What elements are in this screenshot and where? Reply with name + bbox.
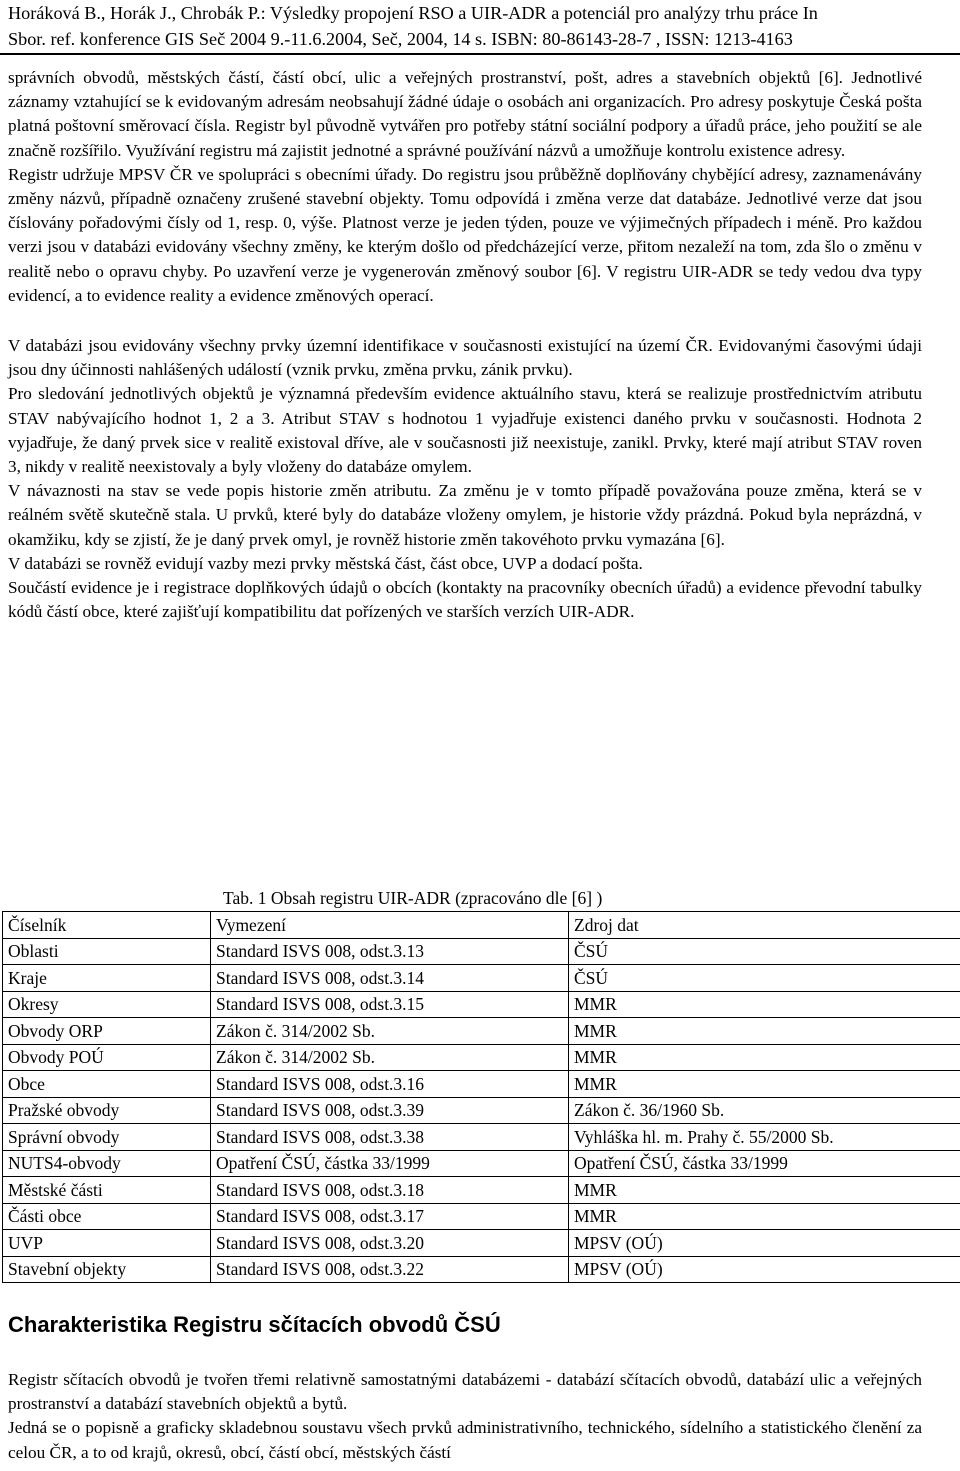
table-row: [3, 1203, 960, 1230]
table-cell: Standard ISVS 008, odst.3.13: [211, 938, 569, 965]
table-cell: MPSV (OÚ): [569, 1256, 960, 1283]
header-line-2: Sbor. ref. konference GIS Seč 2004 9.-11.6.2004, Seč, 2004, 14 s. ISBN: 80-86143-28-7 , ISSN: 1213-4163: [8, 29, 793, 49]
table-cell: Zdroj dat: [569, 912, 960, 939]
paragraph: Součástí evidence je i registrace doplňkových údajů o obcích (kontakty na pracovníky obecních úřadů) a evidence převodní tabulky kódů částí obce, které zajišťují kompatibilitu dat pořízených ve starších verzích UIR-ADR.: [8, 578, 922, 622]
running-header: [8, 0, 952, 52]
table-cell: ČSÚ: [569, 938, 960, 965]
table-row: [3, 1256, 960, 1283]
table-cell: Vyhláška hl. m. Prahy č. 55/2000 Sb.: [569, 1124, 960, 1151]
table-row: [3, 1177, 960, 1204]
table-cell: Správní obvody: [3, 1124, 211, 1151]
table-row: [3, 1018, 960, 1045]
table-cell: Standard ISVS 008, odst.3.15: [211, 991, 569, 1018]
paragraph: Registr udržuje MPSV ČR ve spolupráci s obecními úřady. Do registru jsou průběžně doplňovány chybějící adresy, zaznamenávány změny názvů, případně označeny zrušené stavební objekty. Tomu odpovídá i změna verze dat databáze. Jednotlivé verze dat jsou číslovány pořadovými čísly od 1, resp. 0, výše. Platnost verze je jeden týden, pouze ve výjimečných případech i méně. Pro každou verzi jsou v databázi evidovány všechny změny, ke kterým došlo od předcházející verze, přitom nezaleží na tom, zda šlo o změnu v realitě nebo o opravu chyby. Po uzavření verze je vygenerován změnový soubor [6]. V registru UIR-ADR se tedy vedou dva typy evidencí, a to evidence reality a evidence změnových operací.: [8, 164, 922, 305]
table-cell: Zákon č. 314/2002 Sb.: [211, 1018, 569, 1045]
text-block-top: [8, 66, 922, 624]
table-row: [3, 938, 960, 965]
table-cell: Kraje: [3, 965, 211, 992]
table-cell: Pražské obvody: [3, 1097, 211, 1124]
paragraph: V databázi se rovněž evidují vazby mezi prvky městská část, část obce, UVP a dodací pošta.: [8, 553, 643, 573]
table-cell: MMR: [569, 1177, 960, 1204]
paragraph: správních obvodů, městských částí, částí obcí, ulic a veřejných prostranství, pošt, adres a stavebních objektů [6]. Jednotlivé záznamy vztahující se k evidovaným adresám neobsahují žádné údaje o osobách ani organizacích. Pro adresy poskytuje Česká pošta platná poštovní směrovací čísla. Registr byl původně vytvářen pro potřeby státní sociální podpory a úřadů práce, jeho použití se ale značně rozšířilo. Využívání registru má zajistit jednotné a správné používání názvů a umožňuje kontrolu existence adresy.: [8, 68, 922, 160]
table-caption: Tab. 1 Obsah registru UIR-ADR (zpracováno dle [6] ): [223, 888, 603, 908]
table-cell: Obvody POÚ: [3, 1044, 211, 1071]
table-cell: MMR: [569, 1044, 960, 1071]
table-cell: Oblasti: [3, 938, 211, 965]
table-cell: Stavební objekty: [3, 1256, 211, 1283]
table-cell: Standard ISVS 008, odst.3.20: [211, 1230, 569, 1257]
table-row: [3, 1097, 960, 1124]
table-row: [3, 1071, 960, 1098]
table-cell: ČSÚ: [569, 965, 960, 992]
table-cell: Zákon č. 314/2002 Sb.: [211, 1044, 569, 1071]
table-cell: NUTS4-obvody: [3, 1150, 211, 1177]
table-cell: Zákon č. 36/1960 Sb.: [569, 1097, 960, 1124]
table-cell: Standard ISVS 008, odst.3.39: [211, 1097, 569, 1124]
table-cell: Obvody ORP: [3, 1018, 211, 1045]
table-cell: Vymezení: [211, 912, 569, 939]
table-cell: MPSV (OÚ): [569, 1230, 960, 1257]
table-cell: Standard ISVS 008, odst.3.14: [211, 965, 569, 992]
table-cell: Standard ISVS 008, odst.3.16: [211, 1071, 569, 1098]
table-row: [3, 1150, 960, 1177]
paragraph: Pro sledování jednotlivých objektů je významná především evidence aktuálního stavu, která se realizuje prostřednictvím atributu STAV nabývajícího hodnot 1, 2 a 3. Atribut STAV s hodnotou 1 vyjadřuje existenci daného prvku v současnosti. Hodnota 2 vyjadřuje, že daný prvek sice v realitě existoval dříve, ale v současnosti již neexistuje, zanikl. Prvky, které mají atribut STAV roven 3, nikdy v realitě neexistovaly a byly vloženy do databáze omylem.: [8, 384, 922, 477]
table-cell: Standard ISVS 008, odst.3.22: [211, 1256, 569, 1283]
table-row: [3, 991, 960, 1018]
table-cell: Opatření ČSÚ, částka 33/1999: [211, 1150, 569, 1177]
header-divider: [0, 53, 960, 55]
table-cell: Opatření ČSÚ, částka 33/1999: [569, 1150, 960, 1177]
table-row: [3, 1044, 960, 1071]
paragraph: V návaznosti na stav se vede popis historie změn atributu. Za změnu je v tomto případě považována pouze změna, která se v reálném světě skutečně stala. U prvků, které byly do databáze vloženy omylem, je historie vždy prázdná. Pokud byla neprázdná, v okamžiku, kdy se zjistí, že je daný prvek omyl, je rovněž historie změn takovéhoto prvku vymazána [6].: [8, 481, 922, 549]
table-cell: Standard ISVS 008, odst.3.38: [211, 1124, 569, 1151]
section-heading: Charakteristika Registru sčítacích obvodů ČSÚ: [8, 1312, 501, 1337]
paragraph: Registr sčítacích obvodů je tvořen třemi relativně samostatnými databázemi - databází sčítacích obvodů, databází ulic a veřejných prostranství a databází stavebních objektů a bytů.: [8, 1370, 922, 1414]
table-row: [3, 965, 960, 992]
table-row: [3, 1230, 960, 1257]
registry-table: [2, 911, 960, 1283]
table-cell: MMR: [569, 991, 960, 1018]
header-line-1: Horáková B., Horák J., Chrobák P.: Výsledky propojení RSO a UIR-ADR a potenciál pro analýzy trhu práce In: [8, 3, 818, 23]
table-cell: Standard ISVS 008, odst.3.17: [211, 1203, 569, 1230]
paragraph: V databázi jsou evidovány všechny prvky územní identifikace v současnosti existující na území ČR. Evidovanými časovými údaji jsou dny účinnosti nahlášených událostí (vznik prvku, změna prvku, zánik prvku).: [8, 336, 922, 380]
table-cell: MMR: [569, 1018, 960, 1045]
table-cell: MMR: [569, 1071, 960, 1098]
table-cell: MMR: [569, 1203, 960, 1230]
table-row: [3, 1124, 960, 1151]
table-cell: Obce: [3, 1071, 211, 1098]
table-cell: Standard ISVS 008, odst.3.18: [211, 1177, 569, 1204]
table-header-row: [3, 912, 960, 939]
table-cell: Číselník: [3, 912, 211, 939]
paragraph: Jedná se o popisně a graficky skladebnou soustavu všech prvků administrativního, technického, sídelního a statistického členění za celou ČR, a to od krajů, okresů, obcí, částí obcí, městských částí: [8, 1418, 922, 1462]
text-block-bottom: [8, 1368, 922, 1465]
table-cell: Části obce: [3, 1203, 211, 1230]
table-cell: Městské části: [3, 1177, 211, 1204]
table-cell: Okresy: [3, 991, 211, 1018]
table-cell: UVP: [3, 1230, 211, 1257]
